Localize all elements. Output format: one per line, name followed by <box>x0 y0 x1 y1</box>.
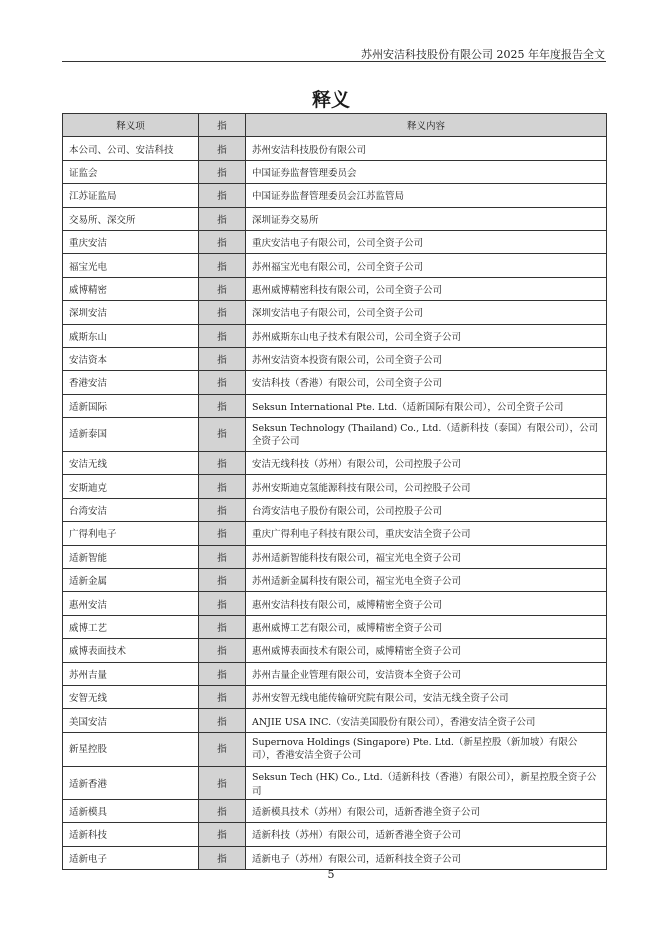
table-row <box>63 522 607 545</box>
table-row <box>63 230 607 253</box>
table-row <box>63 277 607 300</box>
table-row <box>63 569 607 592</box>
ref-cell: 指 <box>199 799 246 822</box>
header-term: 释义项 <box>63 114 199 137</box>
term-cell: 江苏证监局 <box>63 184 199 207</box>
table-header-row <box>63 114 607 137</box>
table-row <box>63 475 607 498</box>
term-cell: 适新智能 <box>63 545 199 568</box>
ref-cell: 指 <box>199 662 246 685</box>
table-row <box>63 254 607 277</box>
table-row <box>63 615 607 638</box>
definition-cell: 中国证券监督管理委员会江苏监管局 <box>246 184 607 207</box>
definition-cell: 苏州适新智能科技有限公司，福宝光电全资子公司 <box>246 545 607 568</box>
definitions-table <box>62 113 607 870</box>
definition-cell: 苏州威斯东山电子技术有限公司，公司全资子公司 <box>246 324 607 347</box>
definition-cell: Supernova Holdings (Singapore) Pte. Ltd.（新星控股（新加坡）有限公司），香港安洁全资子公司 <box>246 732 607 766</box>
table-row <box>63 418 607 452</box>
term-cell: 安洁资本 <box>63 347 199 370</box>
term-cell: 安洁无线 <box>63 452 199 475</box>
header-ref: 指 <box>199 114 246 137</box>
term-cell: 证监会 <box>63 160 199 183</box>
definition-cell: 安洁科技（香港）有限公司，公司全资子公司 <box>246 371 607 394</box>
table-row <box>63 184 607 207</box>
term-cell: 福宝光电 <box>63 254 199 277</box>
ref-cell: 指 <box>199 160 246 183</box>
ref-cell: 指 <box>199 254 246 277</box>
definition-cell: 深圳安洁电子有限公司，公司全资子公司 <box>246 301 607 324</box>
ref-cell: 指 <box>199 324 246 347</box>
ref-cell: 指 <box>199 592 246 615</box>
definition-cell: 重庆安洁电子有限公司，公司全资子公司 <box>246 230 607 253</box>
term-cell: 新星控股 <box>63 732 199 766</box>
ref-cell: 指 <box>199 639 246 662</box>
term-cell: 安斯迪克 <box>63 475 199 498</box>
term-cell: 安智无线 <box>63 685 199 708</box>
page-number: 5 <box>327 868 335 881</box>
table-row <box>63 766 607 799</box>
definition-cell: 惠州威博精密科技有限公司，公司全资子公司 <box>246 277 607 300</box>
ref-cell: 指 <box>199 418 246 452</box>
ref-cell: 指 <box>199 766 246 799</box>
ref-cell: 指 <box>199 394 246 417</box>
table-row <box>63 639 607 662</box>
definition-cell: 安洁无线科技（苏州）有限公司，公司控股子公司 <box>246 452 607 475</box>
definition-cell: 适新科技（苏州）有限公司，适新香港全资子公司 <box>246 823 607 846</box>
table-row <box>63 137 607 160</box>
table-row <box>63 592 607 615</box>
ref-cell: 指 <box>199 452 246 475</box>
definition-cell: Seksun International Pte. Ltd.（适新国际有限公司），公司全资子公司 <box>246 394 607 417</box>
header-rule <box>62 61 606 62</box>
definition-cell: 惠州威博表面技术有限公司，威博精密全资子公司 <box>246 639 607 662</box>
term-cell: 苏州吉量 <box>63 662 199 685</box>
table-row <box>63 207 607 230</box>
table-row <box>63 709 607 732</box>
definition-cell: 苏州安洁资本投资有限公司，公司全资子公司 <box>246 347 607 370</box>
definition-cell: 苏州安洁科技股份有限公司 <box>246 137 607 160</box>
ref-cell: 指 <box>199 732 246 766</box>
table-row <box>63 347 607 370</box>
term-cell: 香港安洁 <box>63 371 199 394</box>
definition-cell: ANJIE USA INC.（安洁美国股份有限公司），香港安洁全资子公司 <box>246 709 607 732</box>
definition-cell: Seksun Tech (HK) Co., Ltd.（适新科技（香港）有限公司），新星控股全资子公司 <box>246 766 607 799</box>
table-row <box>63 685 607 708</box>
term-cell: 威博工艺 <box>63 615 199 638</box>
table-row <box>63 160 607 183</box>
table-row <box>63 732 607 766</box>
ref-cell: 指 <box>199 685 246 708</box>
definition-cell: 深圳证券交易所 <box>246 207 607 230</box>
definition-cell: 台湾安洁电子股份有限公司，公司控股子公司 <box>246 498 607 521</box>
term-cell: 广得利电子 <box>63 522 199 545</box>
term-cell: 适新国际 <box>63 394 199 417</box>
term-cell: 惠州安洁 <box>63 592 199 615</box>
term-cell: 威博精密 <box>63 277 199 300</box>
running-header: 苏州安洁科技股份有限公司 2025 年年度报告全文 <box>361 48 605 61</box>
table-row <box>63 662 607 685</box>
table-row <box>63 394 607 417</box>
definition-cell: 重庆广得利电子科技有限公司，重庆安洁全资子公司 <box>246 522 607 545</box>
header-definition: 释义内容 <box>246 114 607 137</box>
definition-cell: 中国证券监督管理委员会 <box>246 160 607 183</box>
definition-cell: 适新模具技术（苏州）有限公司，适新香港全资子公司 <box>246 799 607 822</box>
ref-cell: 指 <box>199 207 246 230</box>
table-row <box>63 452 607 475</box>
term-cell: 适新泰国 <box>63 418 199 452</box>
definition-cell: 苏州福宝光电有限公司，公司全资子公司 <box>246 254 607 277</box>
definition-cell: 苏州安斯迪克氢能源科技有限公司，公司控股子公司 <box>246 475 607 498</box>
table-row <box>63 498 607 521</box>
ref-cell: 指 <box>199 301 246 324</box>
table-row <box>63 324 607 347</box>
term-cell: 适新香港 <box>63 766 199 799</box>
page-title: 释义 <box>311 89 350 111</box>
ref-cell: 指 <box>199 137 246 160</box>
table-row <box>63 823 607 846</box>
term-cell: 威博表面技术 <box>63 639 199 662</box>
term-cell: 深圳安洁 <box>63 301 199 324</box>
term-cell: 交易所、深交所 <box>63 207 199 230</box>
ref-cell: 指 <box>199 498 246 521</box>
term-cell: 重庆安洁 <box>63 230 199 253</box>
ref-cell: 指 <box>199 569 246 592</box>
ref-cell: 指 <box>199 475 246 498</box>
definition-cell: 惠州威博工艺有限公司，威博精密全资子公司 <box>246 615 607 638</box>
definition-cell: 苏州安智无线电能传输研究院有限公司，安洁无线全资子公司 <box>246 685 607 708</box>
ref-cell: 指 <box>199 615 246 638</box>
table-row <box>63 799 607 822</box>
ref-cell: 指 <box>199 230 246 253</box>
term-cell: 本公司、公司、安洁科技 <box>63 137 199 160</box>
table-row <box>63 846 607 869</box>
ref-cell: 指 <box>199 846 246 869</box>
ref-cell: 指 <box>199 823 246 846</box>
table-row <box>63 371 607 394</box>
ref-cell: 指 <box>199 371 246 394</box>
ref-cell: 指 <box>199 347 246 370</box>
table-row <box>63 301 607 324</box>
definition-cell: 苏州适新金属科技有限公司，福宝光电全资子公司 <box>246 569 607 592</box>
definition-cell: 适新电子（苏州）有限公司，适新科技全资子公司 <box>246 846 607 869</box>
ref-cell: 指 <box>199 545 246 568</box>
ref-cell: 指 <box>199 277 246 300</box>
term-cell: 适新科技 <box>63 823 199 846</box>
term-cell: 适新金属 <box>63 569 199 592</box>
definition-cell: 惠州安洁科技有限公司，威博精密全资子公司 <box>246 592 607 615</box>
term-cell: 适新电子 <box>63 846 199 869</box>
table-body <box>63 137 607 870</box>
definition-cell: 苏州吉量企业管理有限公司，安洁资本全资子公司 <box>246 662 607 685</box>
definition-cell: Seksun Technology (Thailand) Co., Ltd.（适新科技（泰国）有限公司），公司全资子公司 <box>246 418 607 452</box>
ref-cell: 指 <box>199 709 246 732</box>
term-cell: 适新模具 <box>63 799 199 822</box>
term-cell: 威斯东山 <box>63 324 199 347</box>
term-cell: 台湾安洁 <box>63 498 199 521</box>
term-cell: 美国安洁 <box>63 709 199 732</box>
ref-cell: 指 <box>199 184 246 207</box>
ref-cell: 指 <box>199 522 246 545</box>
table-row <box>63 545 607 568</box>
